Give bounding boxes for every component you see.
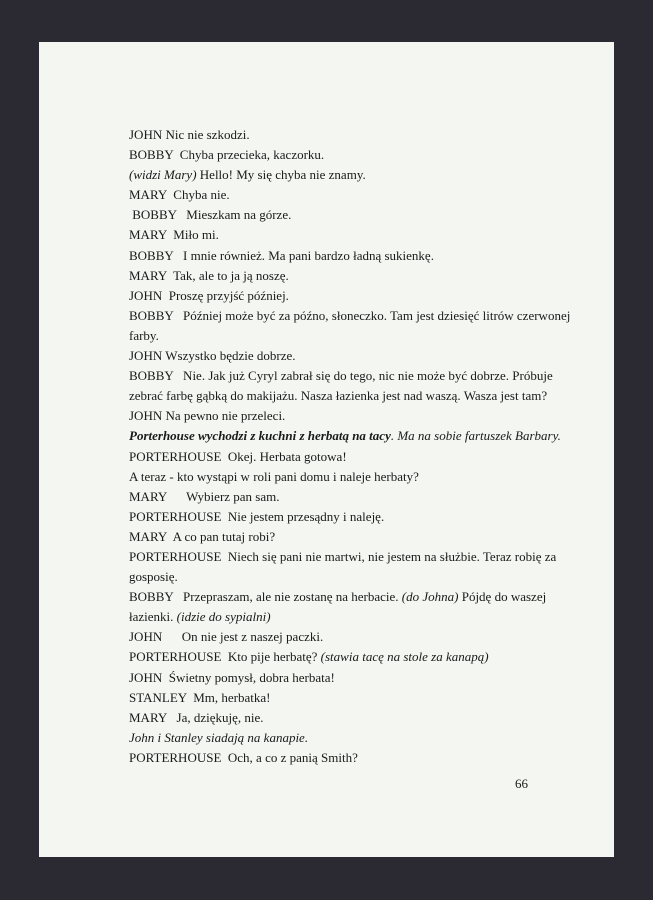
stage-direction: . Ma na sobie fartuszek Barbary. — [390, 428, 561, 444]
dialogue-text: MARY Miło mi. — [129, 227, 219, 243]
dialogue-text: PORTERHOUSE Nie jestem przesądny i naleję. — [129, 508, 385, 524]
stage-direction: (do Johna) — [401, 589, 459, 605]
script-line — [129, 728, 569, 748]
dialogue-text: JOHN Świetny pomysł, dobra herbata! — [129, 669, 335, 685]
script-line — [129, 326, 569, 346]
dialogue-text: zebrać farbę gąbką do makijażu. Nasza łazienka jest nad waszą. Wasza jest tam? — [129, 388, 548, 404]
script-line — [129, 688, 569, 708]
script-line — [129, 487, 569, 507]
dialogue-text: BOBBY Przepraszam, ale nie zostanę na herbacie. — [129, 589, 402, 605]
dialogue-text: MARY Wybierz pan sam. — [129, 488, 280, 504]
dialogue-text: BOBBY Nie. Jak już Cyryl zabrał się do tego, nic nie może być dobrze. Próbuje — [129, 368, 553, 384]
stage-direction: Porterhouse wychodzi z kuchni z herbatą na tacy — [129, 428, 391, 444]
script-line — [129, 406, 569, 426]
script-line — [129, 447, 569, 467]
script-line — [129, 145, 569, 165]
script-line — [129, 567, 569, 587]
dialogue-text: łazienki. — [129, 609, 177, 625]
stage-direction: (stawia tacę na stole za kanapą) — [320, 649, 489, 665]
script-line — [129, 748, 569, 768]
stage-direction: (idzie do sypialni) — [176, 609, 271, 625]
script-line — [129, 306, 569, 326]
page-number: 66 — [515, 776, 528, 791]
dialogue-text: JOHN Na pewno nie przeleci. — [129, 408, 286, 424]
script-line — [129, 346, 569, 366]
dialogue-text: BOBBY Później może być za późno, słoneczko. Tam jest dziesięć litrów czerwonej — [129, 307, 571, 323]
script-line — [129, 286, 569, 306]
script-line — [129, 708, 569, 728]
script-line — [129, 627, 569, 647]
script-line — [129, 507, 569, 527]
script-line — [129, 426, 569, 446]
script-text — [129, 125, 569, 768]
stage-direction: John i Stanley siadają na kanapie. — [129, 729, 309, 745]
script-line — [129, 647, 569, 667]
dialogue-text: Hello! My się chyba nie znamy. — [196, 167, 366, 183]
script-line — [129, 185, 569, 205]
script-line — [129, 386, 569, 406]
dialogue-text: STANLEY Mm, herbatka! — [129, 689, 271, 705]
script-line — [129, 668, 569, 688]
paper-sheet — [39, 42, 614, 857]
dialogue-text: JOHN Proszę przyjść później. — [129, 287, 289, 303]
dialogue-text: JOHN On nie jest z naszej paczki. — [129, 629, 324, 645]
dialogue-text: JOHN Nic nie szkodzi. — [129, 127, 250, 142]
dialogue-text: A teraz - kto wystąpi w roli pani domu i naleje herbaty? — [129, 468, 419, 484]
dialogue-text: BOBBY Mieszkam na górze. — [129, 207, 292, 223]
dialogue-text: farby. — [129, 327, 159, 343]
dialogue-text: MARY Ja, dziękuję, nie. — [129, 709, 264, 725]
script-line — [129, 547, 569, 567]
dialogue-text: MARY A co pan tutaj robi? — [129, 528, 276, 544]
stage-direction: (widzi Mary) — [129, 167, 197, 183]
script-line — [129, 125, 569, 145]
script-line — [129, 266, 569, 286]
dialogue-text: JOHN Wszystko będzie dobrze. — [129, 348, 296, 364]
dialogue-text: Pójdę do waszej — [458, 589, 547, 605]
dialogue-text: BOBBY Chyba przecieka, kaczorku. — [129, 147, 325, 163]
script-line — [129, 467, 569, 487]
dialogue-text: gosposię. — [129, 569, 178, 585]
script-line — [129, 527, 569, 547]
dialogue-text: PORTERHOUSE Kto pije herbatę? — [129, 649, 321, 665]
script-line — [129, 587, 569, 607]
script-line — [129, 205, 569, 225]
script-line — [129, 366, 569, 386]
script-line — [129, 607, 569, 627]
script-line — [129, 165, 569, 185]
dialogue-text: PORTERHOUSE Niech się pani nie martwi, nie jestem na służbie. Teraz robię za — [129, 548, 557, 564]
dialogue-text: MARY Chyba nie. — [129, 187, 230, 203]
dialogue-text: MARY Tak, ale to ja ją noszę. — [129, 267, 289, 283]
script-line — [129, 246, 569, 266]
script-line — [129, 225, 569, 245]
dialogue-text: BOBBY I mnie również. Ma pani bardzo ładną sukienkę. — [129, 247, 434, 263]
dialogue-text: PORTERHOUSE Och, a co z panią Smith? — [129, 749, 358, 765]
dialogue-text: PORTERHOUSE Okej. Herbata gotowa! — [129, 448, 347, 464]
